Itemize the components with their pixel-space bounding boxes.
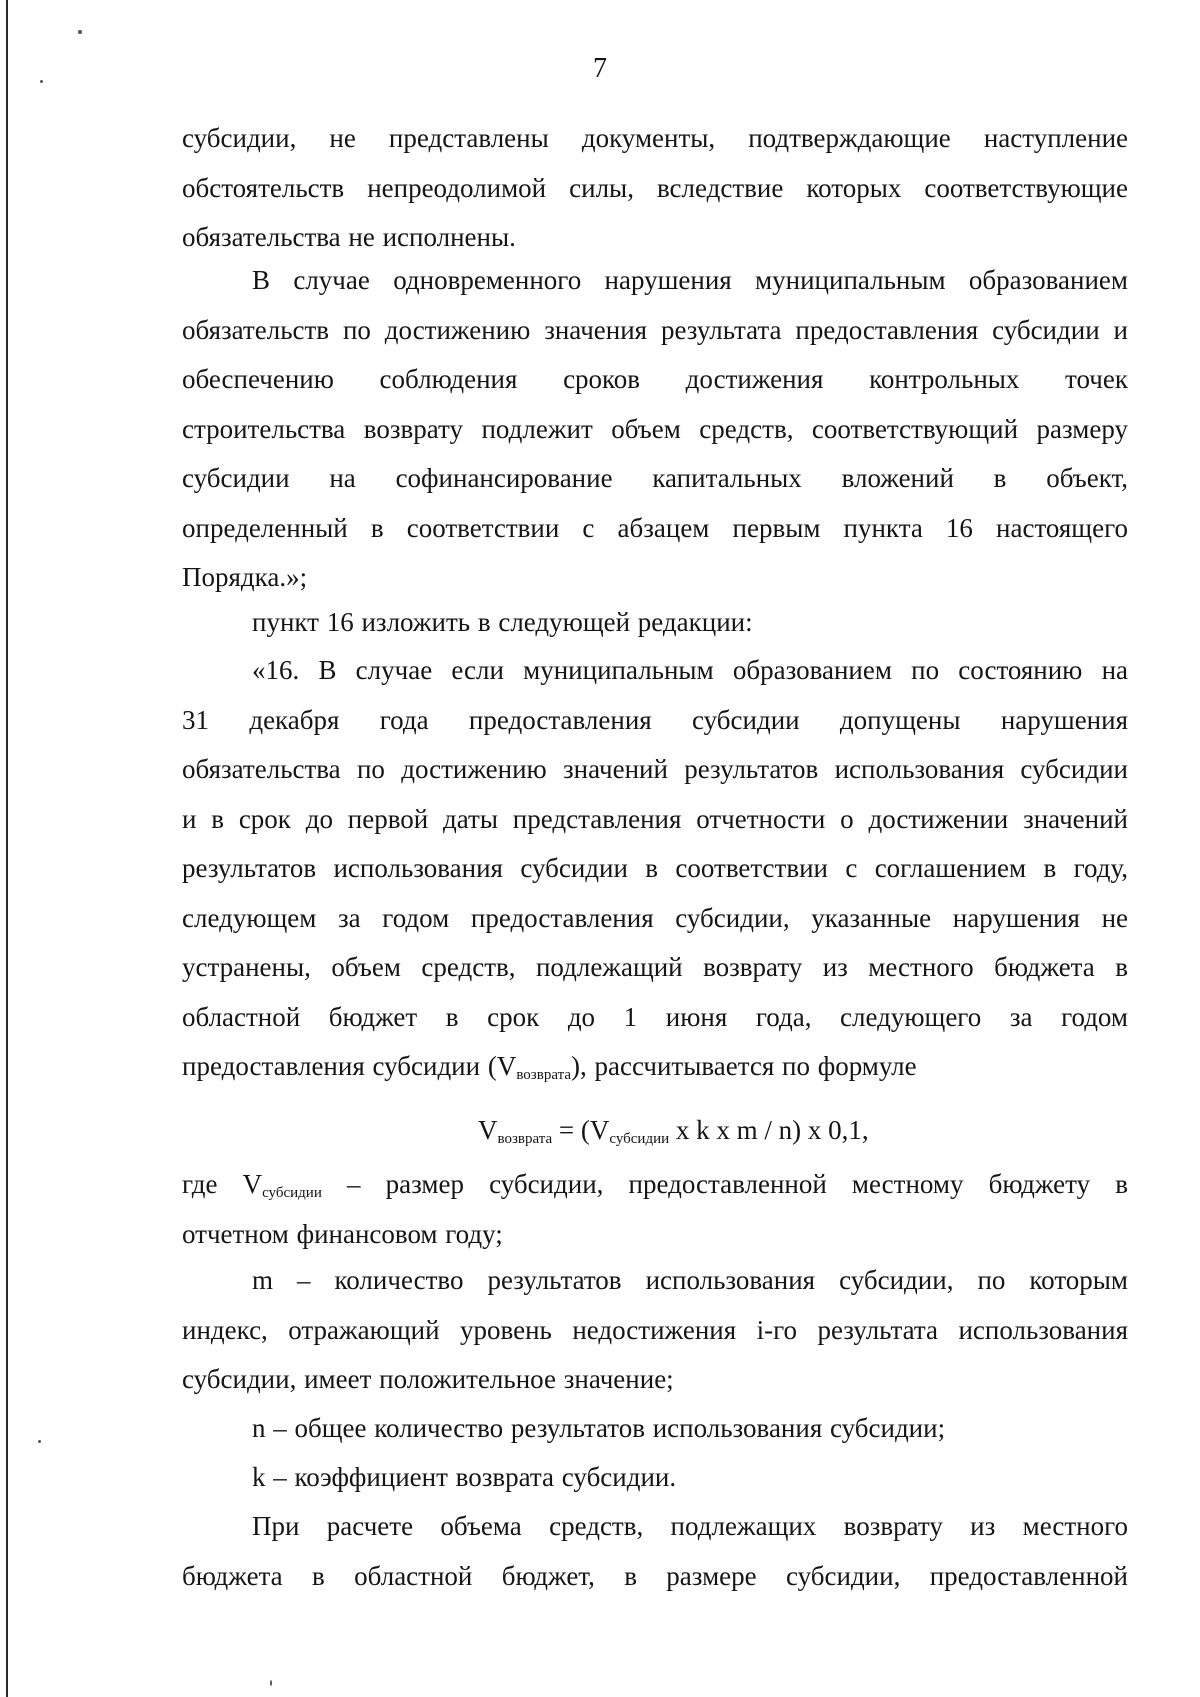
text-line: пункт 16 изложить в следующей редакции: <box>252 607 753 637</box>
paragraph-simultaneous-violation <box>182 256 1128 603</box>
text-line: обязательства не исполнены. <box>182 222 516 252</box>
formula-text: = (V <box>552 1115 610 1145</box>
formula-var: V <box>478 1115 498 1145</box>
text-line: В случае одновременного нарушения муниципальным образованием <box>252 265 1128 295</box>
paragraph-continuation <box>182 114 1128 263</box>
text-line <box>182 1160 1128 1210</box>
subscript: возврата <box>516 1067 571 1083</box>
page-number: 7 <box>593 53 607 84</box>
scan-speck <box>78 30 82 34</box>
text-line: обязательств по достижению значения результата предоставления субсидии и <box>182 314 1128 345</box>
text-line: и в срок до первой даты представления отчетности о достижении значений <box>182 803 1128 834</box>
text-line: обязательства по достижению значений результатов использования субсидии <box>182 754 1128 784</box>
text-line: субсидии на софинансирование капитальных вложений в объект, <box>182 463 1128 493</box>
text-line: k – коэффициент возврата субсидии. <box>252 1462 677 1492</box>
subscript: субсидии <box>262 1185 322 1201</box>
text-line: обстоятельств непреодолимой силы, вследствие которых соответствующие <box>182 172 1128 203</box>
paragraph-k-definition <box>182 1453 1128 1503</box>
text-fragment: ), рассчитывается по формуле <box>570 1051 917 1081</box>
text-line: 31 декабря года предоставления субсидии допущены нарушения <box>182 704 1128 735</box>
text-line <box>182 1042 1128 1092</box>
text-line: результатов использования субсидии в соответствии с соглашением в году, <box>182 853 1128 883</box>
return-formula <box>478 1110 869 1150</box>
text-fragment: где V <box>182 1169 263 1199</box>
text-line: отчетном финансовом году; <box>182 1218 503 1249</box>
paragraph-n-definition <box>182 1404 1128 1454</box>
text-line: индекс, отражающий уровень недостижения i-го результата использования <box>182 1314 1128 1345</box>
text-line: бюджета в областной бюджет, в размере субсидии, предоставленной <box>182 1560 1128 1591</box>
text-line: определенный в соответствии с абзацем первым пункта 16 настоящего <box>182 512 1128 543</box>
paragraph-calculation <box>182 1502 1128 1601</box>
text-fragment: предоставления субсидии (V <box>182 1051 517 1081</box>
text-line: устранены, объем средств, подлежащий возврату из местного бюджета в <box>182 952 1128 982</box>
text-line: При расчете объема средств, подлежащих возврату из местного <box>252 1511 1128 1541</box>
formula-text: x k x m / n) x 0,1, <box>669 1115 869 1145</box>
paragraph-item-16-intro <box>182 598 1128 648</box>
paragraph-m-definition <box>182 1256 1128 1405</box>
text-line: m – количество результатов использования субсидии, по которым <box>252 1265 1128 1295</box>
text-line: обеспечению соблюдения сроков достижения контрольных точек <box>182 364 1128 394</box>
text-line: «16. В случае если муниципальным образованием по состоянию на <box>252 655 1128 685</box>
text-line: субсидии, не представлены документы, подтверждающие наступление <box>182 123 1128 153</box>
text-line: областной бюджет в срок до 1 июня года, следующего за годом <box>182 1001 1128 1032</box>
paragraph-item-16 <box>182 646 1128 1092</box>
text-line: следующем за годом предоставления субсидии, указанные нарушения не <box>182 902 1128 933</box>
scan-speck <box>38 1440 41 1443</box>
paragraph-v-subsidy-definition <box>182 1160 1128 1259</box>
text-line: Порядка.»; <box>182 562 308 592</box>
text-line: субсидии, имеет положительное значение; <box>182 1364 674 1394</box>
text-line: строительства возврату подлежит объем средств, соответствующий размеру <box>182 413 1128 444</box>
formula-subscript: возврата <box>497 1131 553 1147</box>
scan-speck <box>270 1680 272 1686</box>
formula-subscript: субсидии <box>609 1131 670 1147</box>
text-line: n – общее количество результатов использования субсидии; <box>252 1413 946 1443</box>
text-fragment: – размер субсидии, предоставленной местному бюджету в <box>321 1169 1128 1199</box>
scan-edge <box>6 0 8 1697</box>
